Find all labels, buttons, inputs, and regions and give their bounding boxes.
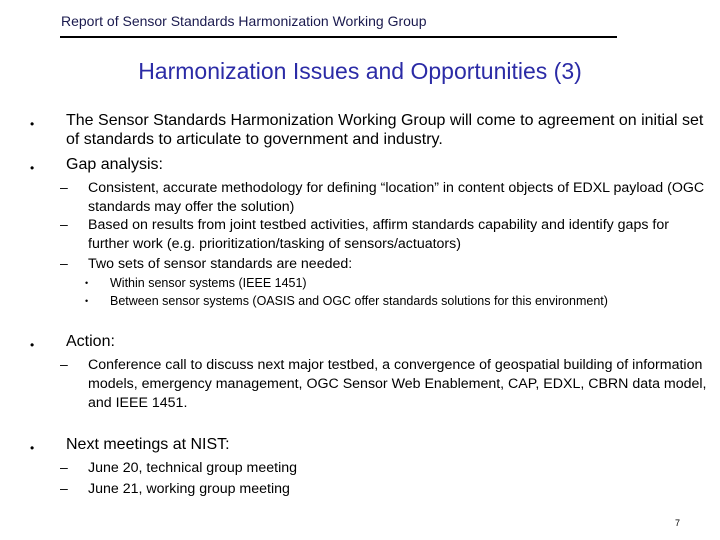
sub-item-testbed-results: Based on results from joint testbed activities, affirm standards capability and identify gaps for further work (e.g. prioritization/tasking of sensors/actuators) [88, 217, 669, 252]
sub-sub-item-between-systems: Between sensor systems (OASIS and OGC offer standards solutions for this environment) [110, 294, 608, 308]
sub-bullet-marker: • [85, 296, 89, 306]
dash-marker: – [60, 255, 68, 271]
sub-item-two-sets: Two sets of sensor standards are needed: [88, 256, 353, 272]
bullet-text-agreement: The Sensor Standards Harmonization Working Group will come to agreement on initial set of standards to articulate to government and industry. [66, 112, 704, 148]
dash-marker: – [60, 480, 68, 496]
sub-sub-item-within-systems: Within sensor systems (IEEE 1451) [110, 276, 307, 290]
sub-item-june-21: June 21, working group meeting [88, 481, 290, 497]
report-header: Report of Sensor Standards Harmonization Working Group [61, 13, 427, 29]
slide-title: Harmonization Issues and Opportunities (3) [138, 58, 582, 84]
sub-item-location-methodology: Consistent, accurate methodology for defining “location” in content objects of EDXL payload (OGC standards may offer the solution) [88, 180, 705, 215]
dash-marker: – [60, 356, 68, 372]
sub-item-conference-call: Conference call to discuss next major testbed, a convergence of geospatial building of information models, emergency management, OGC Sensor Web Enablement, CAP, EDXL, CBRN data model, and IEEE 1451. [88, 357, 707, 411]
bullet-text-next-meetings: Next meetings at NIST: [66, 436, 230, 453]
bullet-marker: • [30, 117, 35, 131]
dash-marker: – [60, 179, 68, 195]
bullet-text-action: Action: [66, 333, 115, 350]
bullet-marker: • [30, 441, 35, 455]
dash-marker: – [60, 459, 68, 475]
sub-bullet-marker: • [85, 278, 89, 288]
bullet-text-gap-analysis: Gap analysis: [66, 156, 163, 173]
bullet-marker: • [30, 161, 35, 175]
dash-marker: – [60, 216, 68, 232]
page-number: 7 [675, 518, 681, 528]
bullet-marker: • [30, 338, 35, 352]
sub-item-june-20: June 20, technical group meeting [88, 460, 298, 476]
header-divider [60, 36, 617, 38]
